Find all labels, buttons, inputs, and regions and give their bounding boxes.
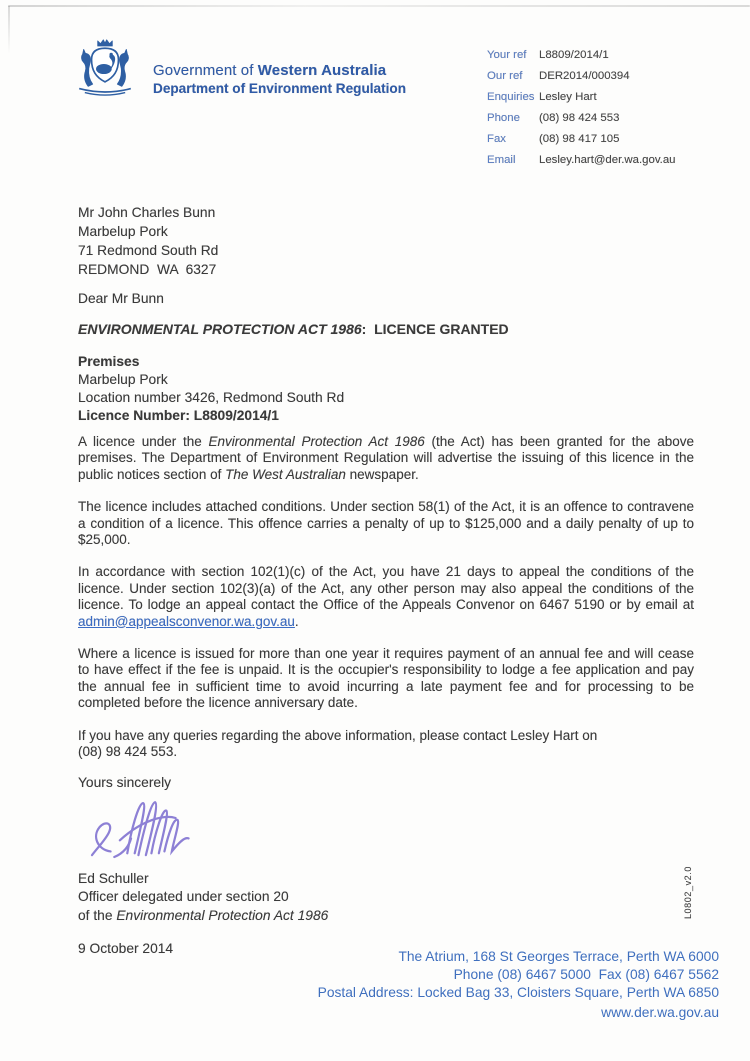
recipient-street: 71 Redmond South Rd [78,243,219,258]
recipient-business: Marbelup Pork [78,224,168,239]
ref-label: Our ref [487,70,523,82]
subject-rest: : LICENCE GRANTED [361,321,509,337]
ref-row-your-ref [487,49,676,61]
signatory-role: Officer delegated under section 20 [78,889,289,904]
letter-date: 9 October 2014 [78,941,174,956]
ref-value: Lesley.hart@der.wa.gov.au [539,154,676,166]
appeals-email-link[interactable]: admin@appealsconvenor.wa.gov.au [78,613,295,629]
ref-label: Enquiries [487,91,535,103]
ref-label: Your ref [487,49,527,61]
paragraph-queries: If you have any queries regarding the above information, please contact Lesley Hart on (08) 98 424 553. [78,727,598,760]
template-version-code: L0802_v2.0 [683,866,693,920]
salutation: Dear Mr Bunn [78,291,164,306]
department-name: Department of Environment Regulation [153,80,407,96]
ref-row-our-ref [487,70,676,82]
paragraph-conditions-penalty: The licence includes attached conditions. Under section 58(1) of the Act, it is an offence to contravene a condition of a licence. This offence carries a penalty of up to $125,000 and a daily penalty of up to $25,000. [78,499,694,548]
ref-value: L8809/2014/1 [539,49,609,61]
premises-block [78,353,694,425]
footer-street-address: The Atrium, 168 St Georges Terrace, Perth WA 6000 [398,949,719,964]
ref-row-email [487,154,676,166]
department-letterhead [68,36,406,107]
paragraph-annual-fee: Where a licence is issued for more than one year it requires payment of an annual fee and will cease to have effect if the fee is unpaid. It is the occupier's responsibility to lodge a fee application and pay the annual fee in sufficient time to avoid incurring a late payment fee and for processing to be completed before the licence anniversary date. [78,646,694,711]
licence-number-line: Licence Number: L8809/2014/1 [78,408,279,423]
paragraph-licence-granted: A licence under the Environmental Protection Act 1986 (the Act) has been granted for the above premises. The Department of Environment Regulation will advertise the issuing of this licence in the public notices section of The West Australian newspaper. [78,434,694,482]
ref-label: Fax [487,133,506,145]
ref-value: (08) 98 417 105 [539,133,620,145]
recipient-name: Mr John Charles Bunn [78,205,216,220]
footer-website: www.der.wa.gov.au [601,1004,719,1020]
scan-artifact-left-edge [8,6,10,54]
valediction: Yours sincerely [78,774,172,790]
ref-row-fax [487,133,676,145]
wa-coat-of-arms-icon [68,36,142,107]
signatory-name: Ed Schuller [78,870,149,886]
paragraph-appeal: In accordance with section 102(1)(c) of the Act, you have 21 days to appeal the conditions of the licence. Under section 102(3)(a) of the Act, any other person may also appeal the conditions of the licence. To lodge an appeal contact the Office of the Appeals Convenor on 6467 5190 or by email at admin@appealsconvenor.wa.gov.au. [78,564,694,629]
footer-postal-address: Postal Address: Locked Bag 33, Cloisters Square, Perth WA 6850 [317,985,719,1001]
recipient-suburb: REDMOND WA 6327 [78,262,217,277]
ref-row-enquiries [487,91,676,103]
government-of-western-australia: Government of Western Australia [153,61,387,79]
newspaper-name: The West Australian [225,466,346,482]
ref-value: (08) 98 424 553 [539,112,620,124]
premises-location: Location number 3426, Redmond South Rd [78,390,345,405]
reference-block [487,49,676,175]
signatory-role-act: of the Environmental Protection Act 1986 [78,907,329,923]
premises-name: Marbelup Pork [78,372,168,387]
ref-row-phone [487,112,676,124]
footer-phone-fax: Phone (08) 6467 5000 Fax (08) 6467 5562 [453,967,719,983]
licence-number: L8809/2014/1 [193,408,279,423]
scan-artifact-top-edge [8,5,750,7]
act-reference: Environmental Protection Act 1986 [208,434,425,449]
premises-heading: Premises [78,354,140,369]
ref-label: Phone [487,112,520,124]
letterhead-text [153,48,406,96]
ref-value: Lesley Hart [539,91,597,103]
letter-body [78,203,694,956]
footer-contact-block [318,948,719,1022]
handwritten-signature [78,792,694,870]
ref-label: Email [487,154,516,166]
subject-line [78,321,694,337]
ref-value: DER2014/000394 [539,70,630,82]
act-title: ENVIRONMENTAL PROTECTION ACT 1986 [78,321,362,337]
recipient-address [78,203,694,279]
